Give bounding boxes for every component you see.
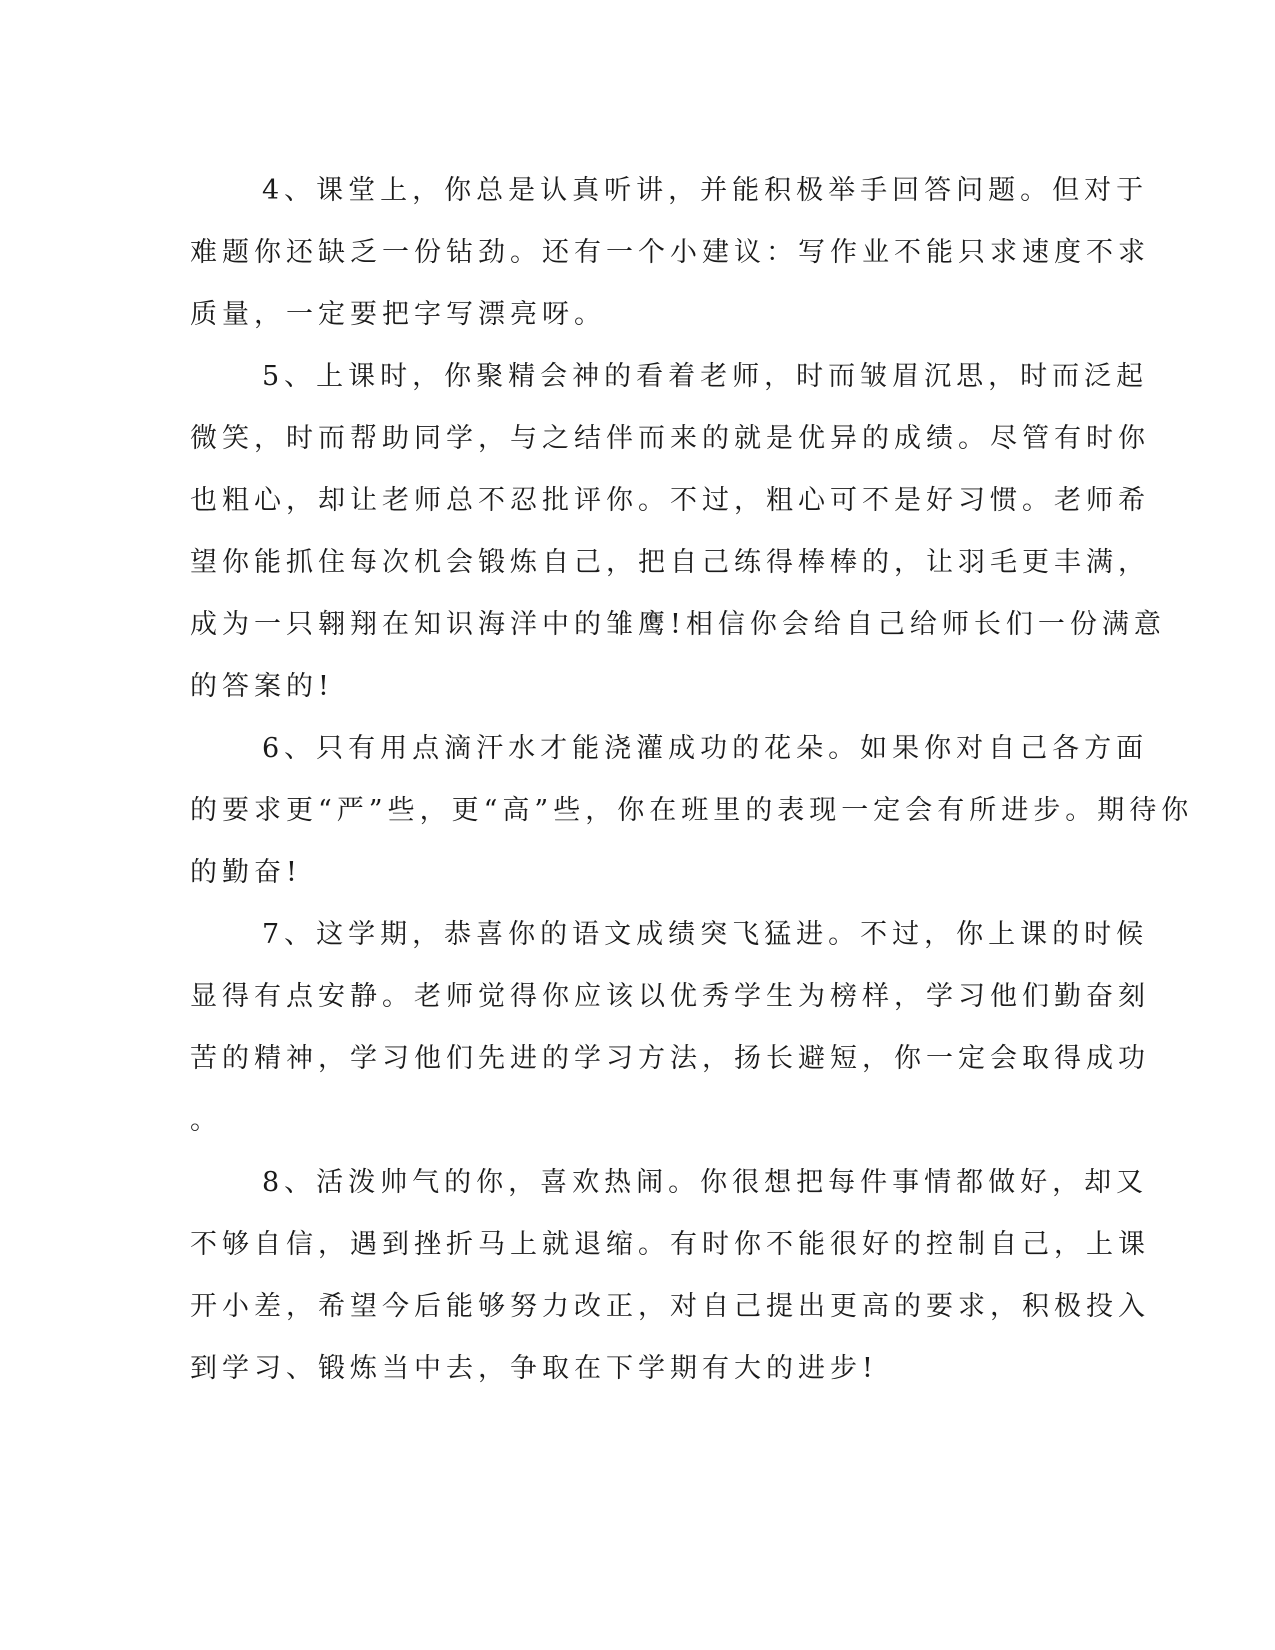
paragraph-line: 6、只有用点滴汗水才能浇灌成功的花朵。如果你对自己各方面 bbox=[262, 733, 1149, 764]
paragraph-line: 开小差，希望今后能够努力改正，对自己提出更高的要求，积极投入 bbox=[190, 1291, 1150, 1322]
comment-paragraph-5 bbox=[190, 346, 1166, 718]
paragraph-line: 的要求更“严”些，更“高”些，你在班里的表现一定会有所进步。期待你 bbox=[190, 795, 1194, 826]
paragraph-line: 的答案的! bbox=[190, 671, 334, 702]
paragraph-line: 苦的精神，学习他们先进的学习方法，扬长避短，你一定会取得成功 bbox=[190, 1043, 1150, 1074]
paragraph-line: 也粗心，却让老师总不忍批评你。不过，粗心可不是好习惯。老师希 bbox=[190, 485, 1150, 516]
comment-paragraph-4 bbox=[190, 160, 1150, 346]
document-body bbox=[190, 160, 1194, 1400]
paragraph-line: 5、上课时，你聚精会神的看着老师，时而皱眉沉思，时而泛起 bbox=[262, 361, 1149, 392]
paragraph-line: 4、课堂上，你总是认真听讲，并能积极举手回答问题。但对于 bbox=[262, 175, 1149, 206]
paragraph-line: 的勤奋! bbox=[190, 857, 302, 888]
paragraph-line: 望你能抓住每次机会锻炼自己，把自己练得棒棒的，让羽毛更丰满， bbox=[190, 547, 1150, 578]
paragraph-line: 到学习、锻炼当中去，争取在下学期有大的进步! bbox=[190, 1353, 878, 1384]
comment-paragraph-8 bbox=[190, 1152, 1150, 1400]
paragraph-line: 显得有点安静。老师觉得你应该以优秀学生为榜样，学习他们勤奋刻 bbox=[190, 981, 1150, 1012]
paragraph-line: 质量，一定要把字写漂亮呀。 bbox=[190, 299, 606, 330]
paragraph-line: 成为一只翱翔在知识海洋中的雏鹰!相信你会给自己给师长们一份满意 bbox=[190, 609, 1166, 640]
paragraph-line: 难题你还缺乏一份钻劲。还有一个小建议：写作业不能只求速度不求 bbox=[190, 237, 1150, 268]
paragraph-line: 不够自信，遇到挫折马上就退缩。有时你不能很好的控制自己，上课 bbox=[190, 1229, 1150, 1260]
comment-paragraph-6 bbox=[190, 718, 1194, 904]
comment-paragraph-7 bbox=[190, 904, 1150, 1152]
paragraph-line: 。 bbox=[190, 1105, 222, 1136]
paragraph-line: 微笑，时而帮助同学，与之结伴而来的就是优异的成绩。尽管有时你 bbox=[190, 423, 1150, 454]
paragraph-line: 8、活泼帅气的你，喜欢热闹。你很想把每件事情都做好，却又 bbox=[262, 1167, 1149, 1198]
paragraph-line: 7、这学期，恭喜你的语文成绩突飞猛进。不过，你上课的时候 bbox=[262, 919, 1149, 950]
